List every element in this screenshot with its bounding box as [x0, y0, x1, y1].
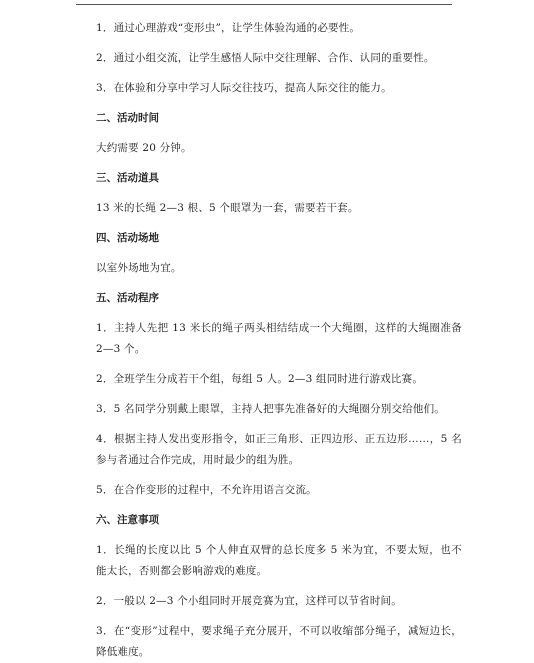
header-rule: [76, 4, 452, 5]
venue-text: 以室外场地为宜。: [96, 262, 182, 274]
props-text: 13 米的长绳 2—3 根、5 个眼罩为一套，需要若干套。: [96, 202, 359, 214]
note-item-1: 1．长绳的长度以比 5 个人伸直双臂的总长度多 5 米为宜，不要太短，也不能太长，否则都会影响游戏的难度。: [96, 544, 462, 577]
note-item-2: 2．一般以 2—3 个小组同时开展竞赛为宜，这样可以节省时间。: [96, 595, 402, 607]
procedure-step-1: 1．主持人先把 13 米长的绳子两头相结结成一个大绳圈，这样的大绳圈准备 2—3 个。: [96, 322, 462, 355]
section-heading-procedure: 五、活动程序: [96, 292, 159, 304]
procedure-step-5: 5．在合作变形的过程中，不允许用语言交流。: [96, 484, 317, 496]
objective-1: 1．通过心理游戏“变形虫”，让学生体验沟通的必要性。: [96, 22, 361, 34]
objective-3: 3．在体验和分享中学习人际交往技巧，提高人际交往的能力。: [96, 82, 392, 94]
time-text: 大约需要 20 分钟。: [96, 142, 192, 154]
section-heading-props: 三、活动道具: [96, 172, 159, 184]
section-heading-time: 二、活动时间: [96, 112, 159, 124]
procedure-step-3: 3．5 名同学分别戴上眼罩，主持人把事先准备好的大绳圈分别交给他们。: [96, 403, 445, 415]
document-body: [96, 18, 462, 663]
procedure-step-4: 4．根据主持人发出变形指令，如正三角形、正四边形、正五边形……，5 名参与者通过合作完成，用时最少的组为胜。: [96, 433, 462, 466]
section-heading-notes: 六、注意事项: [96, 514, 159, 526]
objective-2: 2．通过小组交流，让学生感悟人际中交往理解、合作、认同的重要性。: [96, 52, 435, 64]
section-heading-venue: 四、活动场地: [96, 232, 159, 244]
note-item-3: 3．在“变形”过程中，要求绳子充分展开，不可以收缩部分绳子，减短边长，降低难度。: [96, 625, 462, 658]
procedure-step-2: 2．全班学生分成若干个组，每组 5 人。2—3 组同时进行游戏比赛。: [96, 373, 424, 385]
